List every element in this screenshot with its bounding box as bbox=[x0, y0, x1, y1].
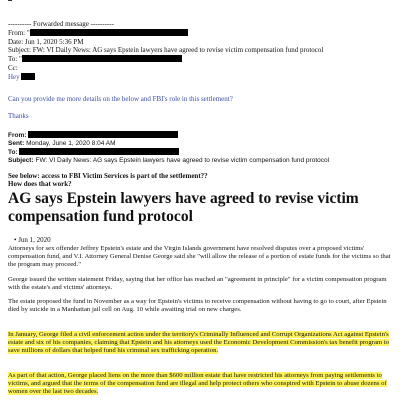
bullet-icon: • bbox=[14, 236, 17, 244]
redaction-block bbox=[21, 73, 35, 80]
inner-to-line bbox=[8, 148, 179, 157]
inner-subject-line bbox=[8, 157, 329, 165]
article-headline: AG says Epstein lawyers have agreed to revise victim compensation fund protocol bbox=[8, 190, 359, 225]
inner-sent-line bbox=[8, 140, 116, 148]
forward-to-line bbox=[8, 55, 182, 63]
inner-subject-label: Subject: bbox=[8, 157, 34, 164]
forward-date-line: Date: Jun 1, 2020 5:36 PM bbox=[8, 38, 84, 46]
forward-subject-line: Subject: FW: VI Daily News: AG says Epstein lawyers have agreed to revise victim compensation fund protocol bbox=[8, 46, 324, 54]
article-paragraph-4 bbox=[8, 331, 392, 355]
highlighted-text: As part of that action, George placed liens on the more than $600 million estate that have restricted his attorneys from paying settlements to victims, and argued that the terms of the compensation fund are illegal and help protect others who conspired with Epstein to abuse dozens of women over the last two decades. bbox=[8, 372, 387, 395]
highlighted-text: In January, George filed a civil enforcement action under the territory's Criminally Influenced and Corrupt Organizations Act against Epstein's estate and six of his companies, claiming that Epstein and his attorneys used the Economic Development Commission's tax benefit program to save millions of dollars that helped fund his criminal sex trafficking operation. bbox=[8, 331, 390, 354]
forward-to-label: To: " bbox=[8, 55, 22, 63]
article-paragraph-1: Attorneys for sex offender Jeffrey Epstein's estate and the Virgin Islands government have resolved disputes over a proposed victims' compensation fund, and V.I. Attorney General Denise George said she "will allow the release of a portion of estate funds for the victims so that the program may proceed." bbox=[8, 245, 391, 268]
forwarded-separator: ---------- Forwarded message ---------- bbox=[8, 20, 114, 28]
greeting-line bbox=[8, 73, 35, 81]
greeting-text: Hey bbox=[8, 73, 20, 81]
redaction-block bbox=[28, 131, 178, 138]
forward-from-line bbox=[8, 29, 188, 37]
redaction-block bbox=[22, 55, 182, 62]
redaction-block bbox=[30, 29, 188, 36]
article-paragraph-3: The estate proposed the fund in November as a way for Epstein's victims to receive compensation without having to go to court, after Epstein died by suicide in a Manhattan jail cell on Aug. 10 while awaiting trial on new charges. bbox=[8, 298, 387, 313]
note-line-2: How does that work? bbox=[8, 180, 72, 188]
forward-cc-line: Cc: bbox=[8, 64, 18, 72]
inner-subject-value: FW: VI Daily News: AG says Epstein lawyers have agreed to revise victim compensation fund protocol bbox=[35, 157, 330, 164]
inner-sent-value: Monday, June 1, 2020 8:04 AM bbox=[26, 140, 116, 147]
redaction-block bbox=[19, 148, 179, 155]
article-date: Jun 1, 2020 bbox=[18, 236, 51, 244]
article-date-line bbox=[14, 236, 51, 244]
article-paragraph-5 bbox=[8, 372, 392, 396]
inner-sent-label: Sent: bbox=[8, 140, 25, 147]
inner-to-label: To: bbox=[8, 149, 18, 156]
forward-from-label: From: " bbox=[8, 29, 30, 37]
inner-from-line bbox=[8, 131, 178, 140]
request-body: Can you provide me more details on the below and FBI's role in this settlement? bbox=[8, 95, 233, 103]
top-mark bbox=[8, 0, 12, 1]
article-paragraph-2: George issued the written statement Friday, saying that her office has reached an "agreement in principle" for a victim compensation program with the estate's and victims' attorneys. bbox=[8, 276, 387, 291]
inner-from-label: From: bbox=[8, 132, 27, 139]
note-line-1: See below: access to FBI Victim Services is part of the settlement?? bbox=[8, 172, 208, 180]
request-signoff: Thanks bbox=[8, 112, 29, 120]
